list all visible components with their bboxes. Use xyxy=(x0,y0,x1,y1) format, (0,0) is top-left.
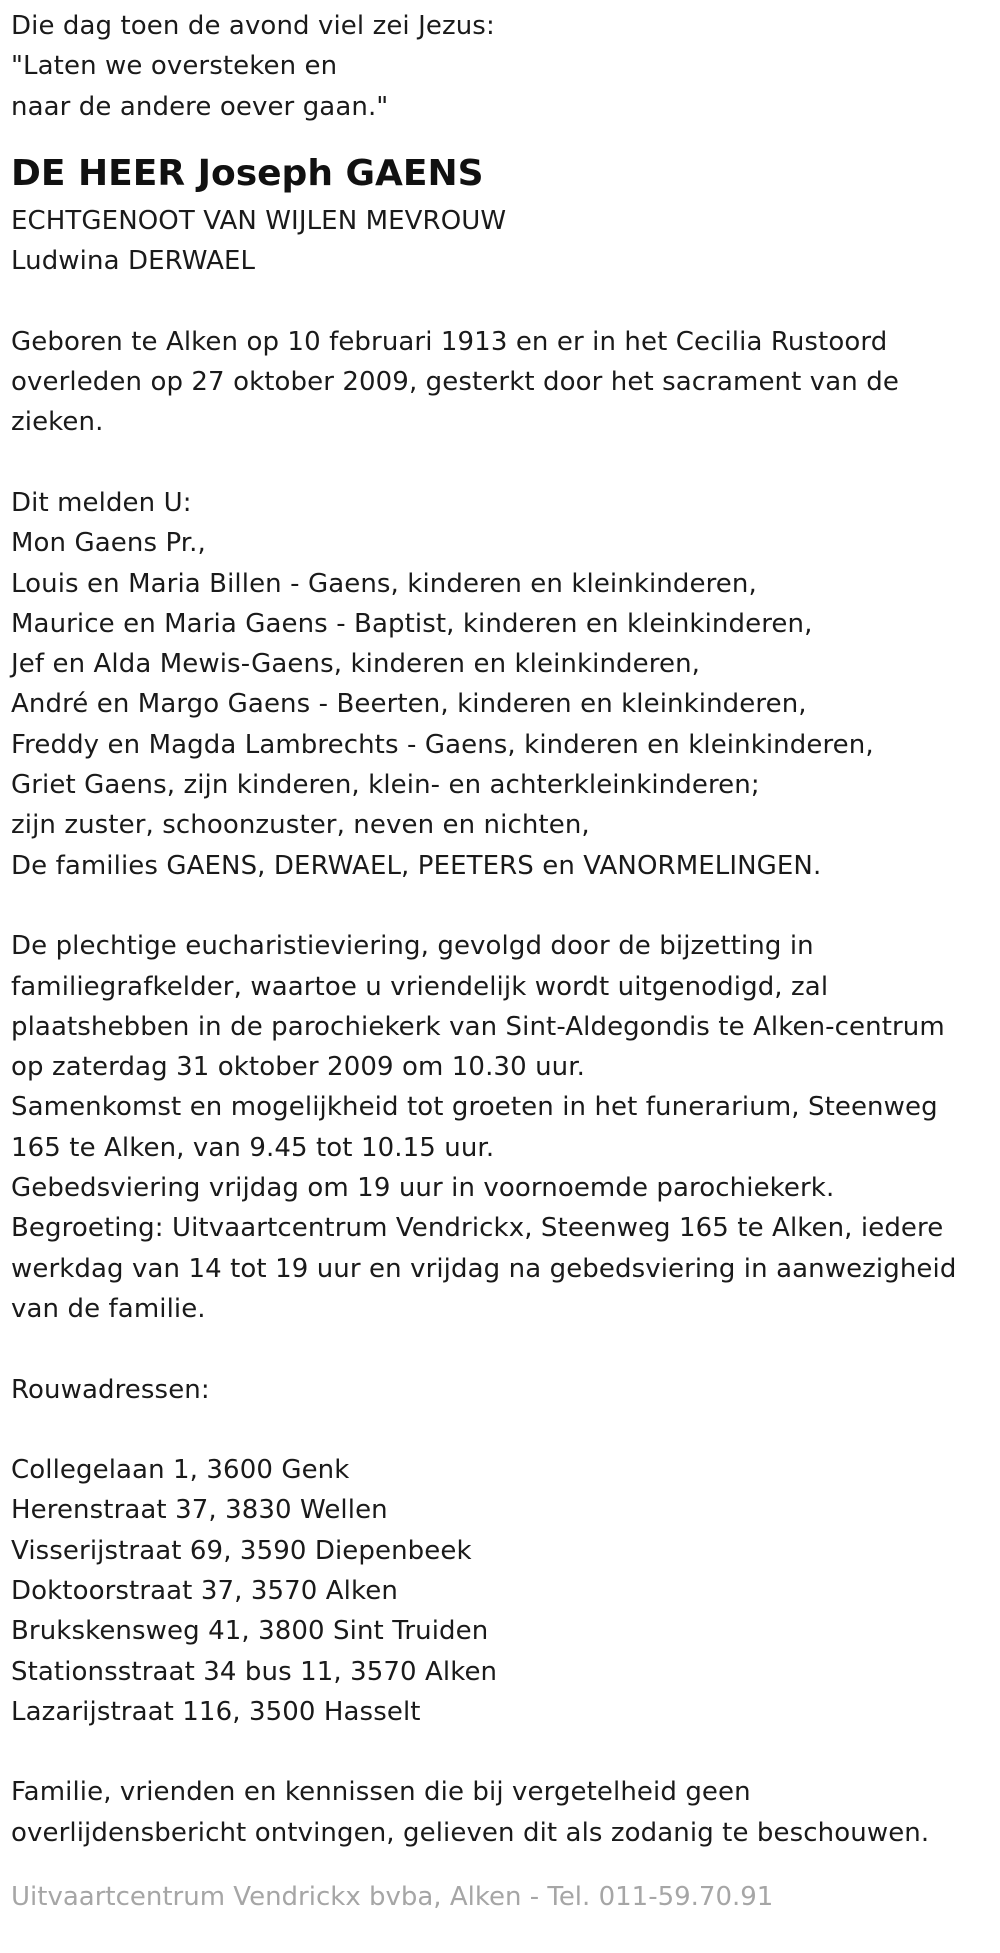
text-line: 165 te Alken, van 9.45 tot 10.15 uur. xyxy=(11,1132,495,1163)
address-list xyxy=(11,1450,1000,1732)
birth-death-paragraph xyxy=(11,322,1000,443)
quote-line: Die dag toen de avond viel zei Jezus: xyxy=(11,11,495,41)
text-line: Begroeting: Uitvaartcentrum Vendrickx, Steenweg 165 te Alken, iedere xyxy=(11,1213,944,1244)
quote-line: "Laten we oversteken en xyxy=(11,51,338,82)
text-line: op zaterdag 31 oktober 2009 om 10.30 uur. xyxy=(11,1052,586,1083)
list-item: De families GAENS, DERWAEL, PEETERS en VANORMELINGEN. xyxy=(11,850,822,881)
text-line: werkdag van 14 tot 19 uur en vrijdag na gebedsviering in aanwezigheid xyxy=(11,1253,957,1284)
spacer xyxy=(11,443,1000,483)
obituary-document xyxy=(0,6,1000,1917)
spacer xyxy=(11,1329,1000,1369)
address-item: Visserijstraat 69, 3590 Diepenbeek xyxy=(11,1535,472,1566)
spacer xyxy=(11,281,1000,321)
address-item: Herenstraat 37, 3830 Wellen xyxy=(11,1495,388,1526)
addresses-heading: Rouwadressen: xyxy=(11,1374,210,1405)
spacer xyxy=(11,886,1000,926)
text-line: plaatshebben in de parochiekerk van Sint-Aldegondis te Alken-centrum xyxy=(11,1011,945,1042)
spacer xyxy=(11,1732,1000,1772)
text-line: Familie, vrienden en kennissen die bij vergetelheid geen xyxy=(11,1777,751,1808)
text-line: familiegrafkelder, waartoe u vriendelijk wordt uitgenodigd, zal xyxy=(11,971,829,1002)
text-line: overlijdensbericht ontvingen, gelieven dit als zodanig te beschouwen. xyxy=(11,1817,930,1848)
quote-line: naar de andere oever gaan." xyxy=(11,91,389,122)
address-item: Doktoorstraat 37, 3570 Alken xyxy=(11,1575,398,1606)
spouse-block xyxy=(11,201,1000,282)
ceremony-paragraph xyxy=(11,926,1000,1329)
spacer xyxy=(11,1410,1000,1450)
address-item: Stationsstraat 34 bus 11, 3570 Alken xyxy=(11,1656,498,1687)
list-item: Dit melden U: xyxy=(11,487,192,518)
spouse-line: Ludwina DERWAEL xyxy=(11,246,256,277)
list-item: Maurice en Maria Gaens - Baptist, kinderen en kleinkinderen, xyxy=(11,608,813,639)
text-line: Gebedsviering vrijdag om 19 uur in voornoemde parochiekerk. xyxy=(11,1173,835,1204)
address-item: Brukskensweg 41, 3800 Sint Truiden xyxy=(11,1616,489,1647)
announced-by-list xyxy=(11,483,1000,886)
closing-paragraph xyxy=(11,1772,1000,1853)
address-item: Collegelaan 1, 3600 Genk xyxy=(11,1455,350,1486)
text-line: Geboren te Alken op 10 februari 1913 en er in het Cecilia Rustoord xyxy=(11,326,888,357)
text-line: zieken. xyxy=(11,407,104,438)
deceased-name: DE HEER Joseph GAENS xyxy=(11,152,484,194)
bible-quote xyxy=(11,6,1000,127)
text-line: overleden op 27 oktober 2009, gesterkt door het sacrament van de xyxy=(11,367,899,398)
spouse-line: ECHTGENOOT VAN WIJLEN MEVROUW xyxy=(11,205,507,236)
list-item: Mon Gaens Pr., xyxy=(11,528,206,559)
address-item: Lazarijstraat 116, 3500 Hasselt xyxy=(11,1696,421,1727)
text-line: Samenkomst en mogelijkheid tot groeten in het funerarium, Steenweg xyxy=(11,1092,938,1123)
funeral-home-footer: Uitvaartcentrum Vendrickx bvba, Alken - Tel. 011-59.70.91 xyxy=(11,1882,774,1913)
list-item: Jef en Alda Mewis-Gaens, kinderen en kleinkinderen, xyxy=(11,649,701,680)
list-item: Louis en Maria Billen - Gaens, kinderen en kleinkinderen, xyxy=(11,568,757,599)
text-line: van de familie. xyxy=(11,1293,206,1324)
list-item: Griet Gaens, zijn kinderen, klein- en achterkleinkinderen; xyxy=(11,770,760,801)
list-item: zijn zuster, schoonzuster, neven en nichten, xyxy=(11,810,590,841)
text-line: De plechtige eucharistieviering, gevolgd door de bijzetting in xyxy=(11,931,814,962)
list-item: Freddy en Magda Lambrechts - Gaens, kinderen en kleinkinderen, xyxy=(11,729,874,760)
list-item: André en Margo Gaens - Beerten, kinderen en kleinkinderen, xyxy=(11,689,807,720)
